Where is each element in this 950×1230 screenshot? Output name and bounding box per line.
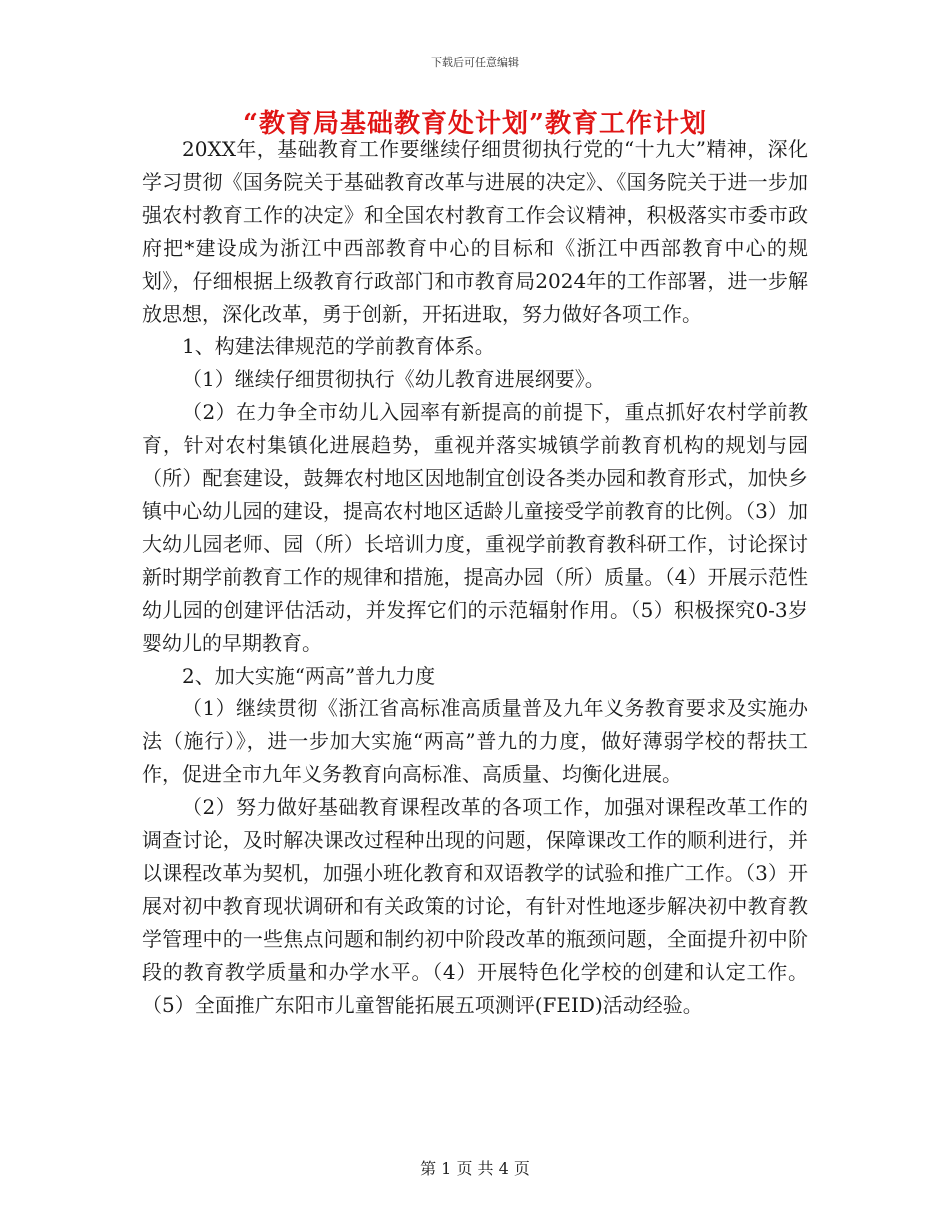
paragraph-item-1-2: （2）在力争全市幼儿入园率有新提高的前提下，重点抓好农村学前教育，针对农村集镇化进展趋势，重视并落实城镇学前教育机构的规划与园（所）配套建设，鼓舞农村地区因地制宜创设各类办园和教育形式，加快乡镇中心幼儿园的建设，提高农村地区适龄儿童接受学前教育的比例。（3）加大幼儿园老师、园（所）长培训力度，重视学前教育教科研工作，讨论探讨新时期学前教育工作的规律和措施，提高办园（所）质量。（4）开展示范性幼儿园的创建评估活动，并发挥它们的示范辐射作用。（5）积极探究0-3岁婴幼儿的早期教育。 [142, 400, 808, 655]
paragraph-item-2-2: （2）努力做好基础教育课程改革的各项工作，加强对课程改革工作的调查讨论，及时解决课改过程种出现的问题，保障课改工作的顺利进行，并以课程改革为契机，加强小班化教育和双语教学的试验和推广工作。（3）开展对初中教育现状调研和有关政策的讨论，有针对性地逐步解决初中教育教学管理中的一些焦点问题和制约初中阶段改革的瓶颈问题，全面提升初中阶段的教育教学质量和办学水平。（4）开展特色化学校的创建和认定工作。（5）全面推广东阳市儿童智能拓展五项测评(FEID)活动经验。 [142, 795, 808, 1017]
paragraph-intro: 20XX年，基础教育工作要继续仔细贯彻执行党的“十九大”精神，深化学习贯彻《国务院关于基础教育改革与进展的决定》、《国务院关于进一步加强农村教育工作的决定》和全国农村教育工作会议精神，积极落实市委市政府把*建设成为浙江中西部教育中心的目标和《浙江中西部教育中心的规划》，仔细根据上级教育行政部门和市教育局2024年的工作部署，进一步解放思想，深化改革，勇于创新，开拓进取，努力做好各项工作。 [142, 137, 808, 326]
paragraph-heading-2: 2、加大实施“两高”普九力度 [182, 663, 436, 688]
document-title: “教育局基础教育处计划”教育工作计划 [243, 109, 707, 139]
paragraph-item-2-1: （1）继续贯彻《浙江省高标准高质量普及九年义务教育要求及实施办法（施行）》，进一步加大实施“两高”普九的力度，做好薄弱学校的帮扶工作，促进全市九年义务教育向高标准、高质量、均衡化进展。 [142, 696, 808, 787]
paragraph-heading-1: 1、构建法律规范的学前教育体系。 [182, 334, 495, 359]
document-body [142, 133, 808, 1021]
paragraph-item-1-1: （1）继续仔细贯彻执行《幼儿教育进展纲要》。 [182, 367, 605, 392]
header-note: 下载后可任意编辑 [431, 56, 519, 69]
page-footer: 第 1 页 共 4 页 [420, 1159, 530, 1178]
